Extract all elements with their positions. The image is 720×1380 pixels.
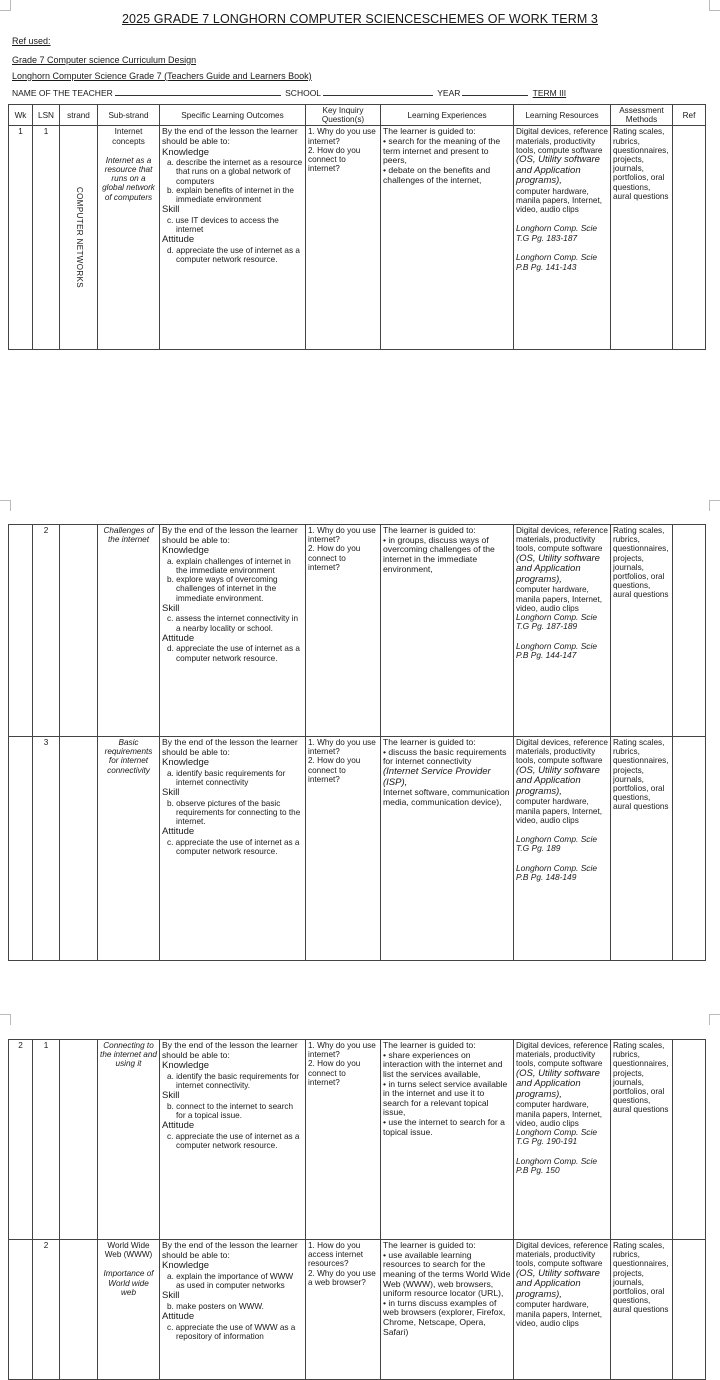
outcome-item: a. describe the internet as a resource that runs on a global network of computers [167, 158, 303, 186]
outcomes-cell [160, 126, 306, 350]
experience-item: • in groups, discuss ways of overcoming challenges of the internet in the immediate environment, [383, 534, 495, 574]
substrand-detail: Importance of World wide web [103, 1269, 154, 1297]
outcome-item: a. identify basic requirements for internet connectivity [167, 768, 286, 788]
experiences-cell [381, 126, 514, 350]
substrand-detail: Internet as a resource that runs on a global network of computers [102, 155, 155, 202]
resources-cell [514, 126, 611, 350]
outcome-item: d. appreciate the use of internet as a computer network resource. [167, 644, 300, 663]
experience-item: • share experiences on interaction with the internet and list the services available, [383, 1049, 503, 1079]
scheme-table-page-2 [8, 524, 706, 961]
experience-item: • discuss the basic requirements for internet connectivity [383, 746, 507, 767]
outcome-item: a. explain challenges of internet in the immediate environment [167, 556, 291, 576]
substrand-cell [98, 737, 160, 961]
page-corner-mark [709, 1014, 720, 1025]
week-cell [9, 525, 33, 737]
strand-cell [60, 525, 98, 737]
strand-cell [60, 737, 98, 961]
software-types: (OS, Utility software and Application programs), [516, 552, 600, 585]
substrand-cell [98, 525, 160, 737]
experiences-cell [381, 525, 514, 737]
experiences-cell [381, 1240, 514, 1380]
pupils-book-ref: Longhorn Comp. Scie P.B Pg. 144-147 [516, 640, 598, 661]
strand-cell [60, 1240, 98, 1380]
inquiry-cell [306, 1040, 381, 1240]
substrand-title: Challenges of the internet [103, 526, 154, 545]
table-row [9, 1040, 706, 1240]
header-lr: Learning Resources [514, 105, 611, 126]
outcome-intro: By the end of the lesson the learner should be able to: [162, 737, 298, 757]
header-slo: Specific Learning Outcomes [160, 105, 306, 126]
guided-intro: The learner is guided to: [383, 525, 476, 535]
header-am: Assessment Methods [611, 105, 673, 126]
outcomes-cell [160, 1040, 306, 1240]
experience-item: • search for the meaning of the term internet and present to peers, [383, 136, 501, 166]
experience-emphasis: (Internet Service Provider (ISP), [383, 765, 491, 788]
inquiry-question: 1. Why do you use internet? [308, 526, 376, 545]
outcome-item: c. appreciate the use of WWW as a repository of information [167, 1322, 296, 1341]
page-corner-mark [0, 500, 11, 511]
inquiry-cell [306, 737, 381, 961]
pupils-book-ref: Longhorn Comp. Scie P.B Pg. 141-143 [516, 252, 598, 272]
strand-cell [60, 1040, 98, 1240]
teacher-info-row [12, 88, 712, 98]
knowledge-heading: Knowledge [162, 545, 210, 557]
outcomes-cell [160, 525, 306, 737]
header-wk: Wk [9, 105, 33, 126]
outcome-intro: By the end of the lesson the learner should be able to: [162, 1040, 298, 1060]
header-ref: Ref [673, 105, 706, 126]
inquiry-cell [306, 525, 381, 737]
week-cell: 1 [9, 126, 33, 350]
inquiry-question: 2. How do you connect to internet? [308, 544, 361, 572]
experiences-cell [381, 737, 514, 961]
resources-cell [514, 525, 611, 737]
skill-heading: Skill [162, 787, 180, 799]
substrand-title: Internet concepts [112, 127, 145, 146]
lesson-cell: 2 [33, 525, 60, 737]
attitude-heading: Attitude [162, 1120, 195, 1132]
ref-cell [673, 126, 706, 350]
skill-heading: Skill [162, 602, 180, 614]
outcomes-cell [160, 1240, 306, 1380]
table-row [9, 1240, 706, 1380]
lesson-cell: 3 [33, 737, 60, 961]
guided-intro: The learner is guided to: [383, 126, 476, 137]
outcome-item: c. assess the internet connectivity in a nearby locality or school. [167, 614, 299, 633]
substrand-cell [98, 1040, 160, 1240]
teachers-guide-ref: Longhorn Comp. Scie T.G Pg. 190-191 [516, 1127, 598, 1147]
outcome-item: a. explain the importance of WWW as used in computer networks [167, 1271, 294, 1291]
software-types: (OS, Utility software and Application programs), [516, 153, 600, 187]
outcome-intro: By the end of the lesson the learner should be able to: [162, 126, 298, 146]
assessment-cell: Rating scales, rubrics, questionnaires, projects, journals, portfolios, oral questions, aural questions [611, 126, 673, 350]
inquiry-cell [306, 126, 381, 350]
table-row [9, 126, 706, 350]
knowledge-heading: Knowledge [162, 757, 210, 769]
document-title: 2025 GRADE 7 LONGHORN COMPUTER SCIENCESCHEMES OF WORK TERM 3 [122, 12, 598, 26]
outcome-intro: By the end of the lesson the learner should be able to: [162, 525, 298, 545]
resources-cell [514, 1240, 611, 1380]
software-types: (OS, Utility software and Application programs), [516, 764, 600, 797]
assessment-cell: Rating scales, rubrics, questionnaires, projects, journals, portfolios, oral questions, aural questions [611, 525, 673, 737]
experience-item: • in turns discuss examples of web browsers (explorer, Firefox, Chrome, Netscape, Opera, Safari) [383, 1297, 506, 1337]
resources-text: Digital devices, reference materials, productivity tools, compute software [516, 738, 608, 766]
teachers-guide-ref: Longhorn Comp. Scie T.G Pg. 189 [516, 834, 598, 854]
attitude-heading: Attitude [162, 1311, 195, 1323]
knowledge-heading: Knowledge [162, 146, 210, 158]
knowledge-heading: Knowledge [162, 1260, 210, 1272]
skill-heading: Skill [162, 1290, 180, 1302]
guided-intro: The learner is guided to: [383, 1040, 476, 1050]
table-header-row [9, 105, 706, 126]
experience-item: • debate on the benefits and challenges of the internet, [383, 164, 491, 185]
lesson-cell: 2 [33, 1240, 60, 1380]
ref-cell [673, 1240, 706, 1380]
outcome-item: b. explain benefits of internet in the immediate environment [167, 185, 294, 204]
experience-item: • in turns select service available in the internet and use it to search for a relevant topical issue, [383, 1078, 508, 1118]
outcome-item: c. appreciate the use of internet as a computer network resource. [167, 838, 300, 857]
experience-item: • use available learning resources to search for the meaning of the terms World Wide Web (WWW), web browsers, uniform resource locator (URL), [383, 1249, 511, 1299]
resources-text: Digital devices, reference materials, productivity tools, compute software [516, 1241, 608, 1269]
header-lsn: LSN [33, 105, 60, 126]
inquiry-question: 1. Why do you use internet? [308, 127, 376, 146]
substrand-title: World Wide Web (WWW) [104, 1241, 153, 1260]
software-types: (OS, Utility software and Application programs), [516, 1067, 600, 1100]
resources-text: computer hardware, manila papers, Internet, video, audio clips [516, 797, 603, 825]
table-row [9, 737, 706, 961]
outcome-item: b. observe pictures of the basic requirements for connecting to the internet. [167, 798, 301, 827]
header-substrand: Sub-strand [98, 105, 160, 126]
inquiry-cell [306, 1240, 381, 1380]
skill-heading: Skill [162, 204, 180, 216]
assessment-cell: Rating scales, rubrics, questionnaires, projects, journals, portfolios, oral questions, aural questions [611, 737, 673, 961]
software-types: (OS, Utility software and Application programs), [516, 1267, 600, 1300]
substrand-cell [98, 126, 160, 350]
inquiry-question: 2. How do you connect to internet? [308, 145, 361, 174]
outcome-item: b. make posters on WWW. [167, 1301, 264, 1311]
teachers-guide-ref: Longhorn Comp. Scie T.G Pg. 183-187 [516, 223, 598, 243]
attitude-heading: Attitude [162, 826, 195, 838]
resources-cell [514, 737, 611, 961]
outcome-item: d. appreciate the use of internet as a computer network resource. [167, 245, 300, 264]
pupils-book-ref: Longhorn Comp. Scie P.B Pg. 148-149 [516, 862, 598, 883]
teacher-label: NAME OF THE TEACHER [12, 88, 113, 98]
outcome-item: b. connect to the internet to search for a topical issue. [167, 1101, 294, 1121]
lesson-cell: 1 [33, 126, 60, 350]
week-cell [9, 737, 33, 961]
scheme-table-page-3 [8, 1039, 706, 1380]
resources-text: Digital devices, reference materials, productivity tools, compute software [516, 127, 608, 155]
substrand-title: Basic requirements for internet connectivity [104, 738, 153, 775]
guided-intro: The learner is guided to: [383, 1240, 476, 1250]
page-corner-mark [709, 500, 720, 511]
assessment-cell: Rating scales, rubrics, questionnaires, projects, journals, portfolios, oral questions, aural questions [611, 1040, 673, 1240]
knowledge-heading: Knowledge [162, 1060, 210, 1072]
experience-item: • use the internet to search for a topical issue. [383, 1117, 505, 1137]
resources-text: Digital devices, reference materials, productivity tools, compute software [516, 1041, 608, 1069]
ref-used-label: Ref used: [12, 36, 51, 46]
week-cell [9, 1240, 33, 1380]
school-label: SCHOOL [285, 88, 322, 98]
year-label: YEAR [437, 88, 461, 98]
table-row [9, 525, 706, 737]
outcome-intro: By the end of the lesson the learner should be able to: [162, 1240, 298, 1260]
header-le: Learning Experiences [381, 105, 514, 126]
header-kiq: Key Inquiry Question(s) [306, 105, 381, 126]
outcome-item: a. identify the basic requirements for internet connectivity. [167, 1071, 299, 1091]
inquiry-question: 1. Why do you use internet? [308, 738, 376, 757]
outcome-item: c. appreciate the use of internet as a computer network resource. [167, 1131, 300, 1151]
resources-text: computer hardware, manila papers, Internet, video, audio clips [516, 1100, 603, 1128]
strand-label: COMPUTER NETWORKS [74, 187, 84, 289]
attitude-heading: Attitude [162, 234, 195, 246]
resources-text: Digital devices, reference materials, productivity tools, compute software [516, 526, 608, 554]
experiences-cell [381, 1040, 514, 1240]
inquiry-question: 2. Why do you use a web browser? [308, 1268, 376, 1287]
inquiry-question: 2. How do you connect to internet? [308, 1059, 361, 1087]
substrand-cell [98, 1240, 160, 1380]
outcome-item: b. explore ways of overcoming challenges of internet in the immediate environment. [167, 575, 278, 603]
pupils-book-ref: Longhorn Comp. Scie P.B Pg. 150 [516, 1155, 598, 1176]
reference-book: Longhorn Computer Science Grade 7 (Teachers Guide and Learners Book) [12, 71, 312, 81]
substrand-title: Connecting to the internet and using it [100, 1041, 157, 1069]
page-corner-mark [0, 0, 11, 11]
inquiry-question: 1. Why do you use internet? [308, 1041, 376, 1060]
inquiry-question: 2. How do you connect to internet? [308, 756, 361, 784]
lesson-cell: 1 [33, 1040, 60, 1240]
guided-intro: The learner is guided to: [383, 737, 476, 747]
term-label: TERM III [532, 88, 567, 98]
page-corner-mark [709, 0, 720, 11]
teachers-guide-ref: Longhorn Comp. Scie T.G Pg. 187-189 [516, 612, 598, 632]
week-cell: 2 [9, 1040, 33, 1240]
experience-item: Internet software, communication media, communication device), [383, 787, 510, 807]
strand-cell [60, 126, 98, 350]
resources-text: computer hardware, manila papers, Internet, video, audio clips [516, 585, 603, 613]
ref-cell [673, 1040, 706, 1240]
reference-curriculum: Grade 7 Computer science Curriculum Design [12, 55, 197, 65]
skill-heading: Skill [162, 1090, 180, 1102]
header-strand: strand [60, 105, 98, 126]
ref-cell [673, 525, 706, 737]
page-corner-mark [0, 1014, 11, 1025]
inquiry-question: 1. How do you access internet resources? [308, 1241, 364, 1269]
assessment-cell: Rating scales, rubrics, questionnaires, projects, journals, portfolios, oral questions, aural questions [611, 1240, 673, 1380]
resources-cell [514, 1040, 611, 1240]
attitude-heading: Attitude [162, 632, 195, 644]
resources-text: computer hardware, manila papers, Internet, video, audio clips [516, 1300, 603, 1328]
ref-cell [673, 737, 706, 961]
scheme-table-page-1 [8, 104, 706, 350]
resources-text: computer hardware, manila papers, Internet, video, audio clips [516, 186, 603, 215]
outcomes-cell [160, 737, 306, 961]
outcome-item: c. use IT devices to access the internet [167, 215, 279, 234]
